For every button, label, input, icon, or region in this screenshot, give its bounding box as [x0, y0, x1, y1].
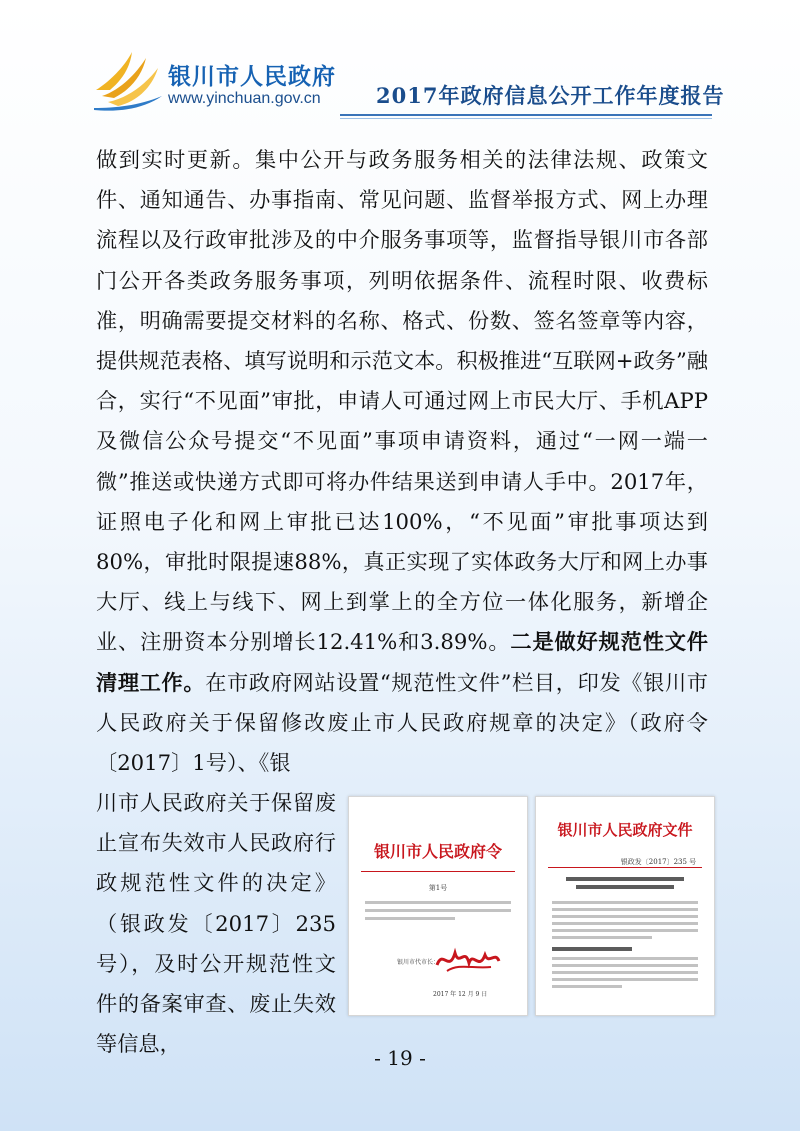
doc2-heading-line: [566, 877, 684, 881]
site-name: 银川市人民政府: [168, 64, 336, 90]
bold-heading: 二是做好规范性文件清理工作。: [96, 629, 708, 695]
main-paragraph: [96, 140, 708, 783]
doc2-text-line: [552, 915, 698, 918]
header-divider-thin: [340, 118, 712, 119]
header-divider: [340, 114, 712, 116]
paragraph-wrap-text: 川市人民政府关于保留废止宣布失效市人民政府行政规范性文件的决定》（银政发〔2017〕235号），及时公开规范性文件的备案审查、废止失效等信息，: [96, 790, 336, 1057]
doc1-number: 第1号: [428, 884, 448, 892]
doc2-text-line: [552, 985, 622, 988]
page-number: - 19 -: [374, 1046, 426, 1070]
phoenix-logo-icon: [92, 50, 164, 112]
doc2-text-line: [552, 929, 698, 932]
wrapped-paragraph: [96, 783, 336, 1064]
site-url: www.yinchuan.gov.cn: [168, 90, 321, 107]
doc2-text-line: [552, 908, 698, 911]
government-order-image: [348, 796, 528, 1016]
doc2-red-line: [548, 867, 702, 868]
doc2-subheading-line: [552, 947, 632, 951]
doc1-text-line: [365, 901, 511, 904]
doc2-title: 银川市人民政府文件: [557, 821, 693, 839]
government-document-image: [535, 796, 715, 1016]
doc1-red-line: [361, 871, 515, 872]
doc2-text-line: [552, 978, 698, 981]
doc2-text-line: [552, 901, 698, 904]
doc2-text-line: [552, 957, 698, 960]
report-title: 2017年政府信息公开工作年度报告: [376, 83, 725, 108]
doc1-date: 2017 年 12 月 9 日: [433, 991, 488, 998]
doc2-heading-line: [576, 885, 674, 889]
doc2-text-line: [552, 936, 652, 939]
page-header: [0, 0, 800, 130]
doc1-title: 银川市人民政府令: [373, 842, 502, 861]
paragraph-after-text: 在市政府网站设置“规范性文件”栏目，印发《银川市人民政府关于保留修改废止市人民政府规章的决定》（政府令〔2017〕1号）、《银: [96, 669, 708, 776]
doc1-text-line: [365, 909, 511, 912]
paragraph-main-text: 做到实时更新。集中公开与政务服务相关的法律法规、政策文件、通知通告、办事指南、常见问题、监督举报方式、网上办理流程以及行政审批涉及的中介服务事项等，监督指导银川市各部门公开各类政务服务事项，列明依据条件、流程时限、收费标准，明确需要提交材料的名称、格式、份数、签名签章等内容，提供规范表格、填写说明和示范文本。积极推进“互联网+政务”融合，实行“不见面”审批，申请人可通过网上市民大厅、手机APP及微信公众号提交“不见面”事项申请资料，通过“一网一端一微”推送或快递方式即可将办件结果送到申请人手中。2017年，证照电子化和网上审批已达100%，“不见面”审批事项达到80%，审批时限提速88%，真正实现了实体政务大厅和网上办事大厅、线上与线下、网上到掌上的全方位一体化服务，新增企业、注册资本分别增长12.41%和3.89%。: [96, 147, 708, 655]
doc2-text-line: [552, 922, 698, 925]
doc2-text-line: [552, 964, 698, 967]
doc2-number: 银政发〔2017〕235 号: [620, 858, 697, 866]
handwritten-signature: [433, 943, 503, 977]
doc2-text-line: [552, 971, 698, 974]
doc1-signature-label: 银川市代市长：: [397, 959, 440, 966]
doc1-text-line: [365, 917, 455, 920]
